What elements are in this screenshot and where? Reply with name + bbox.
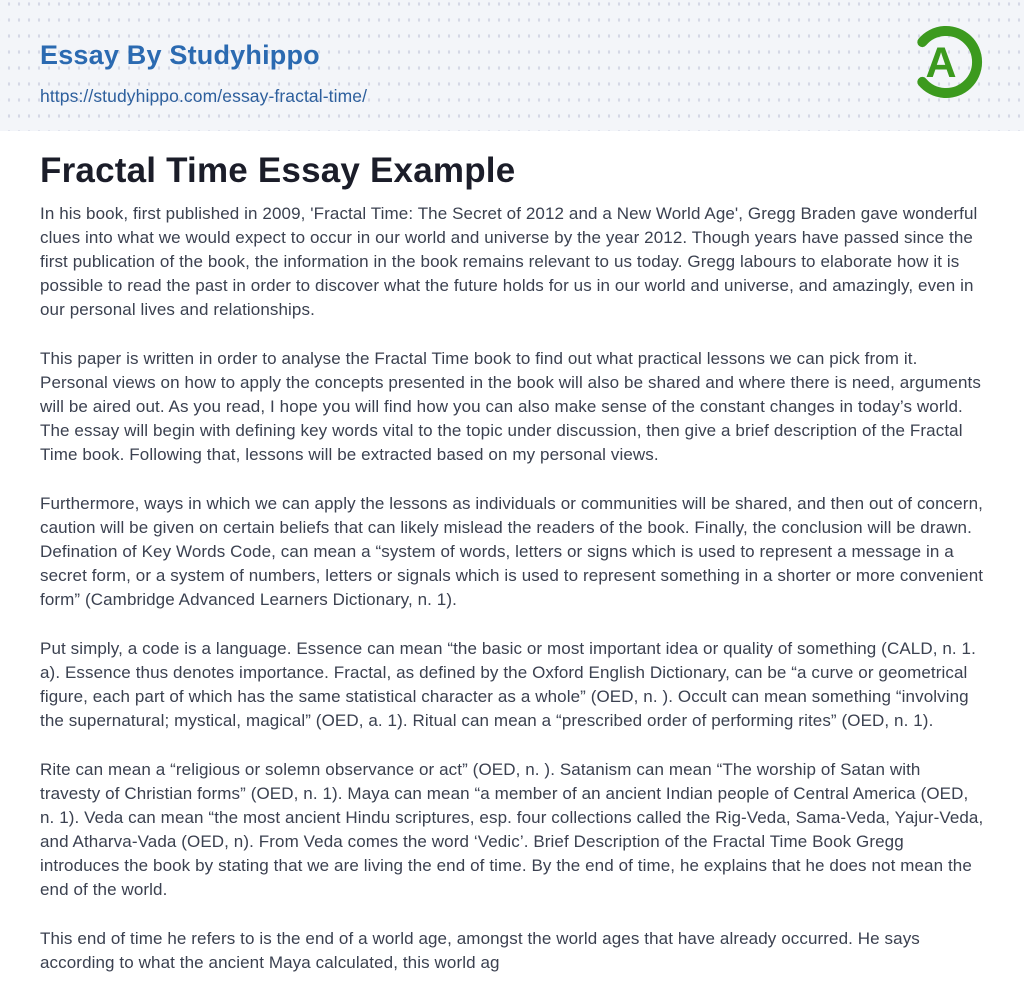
essay-url-link[interactable]: https://studyhippo.com/essay-fractal-time/ [40,86,368,107]
header-left [40,0,367,107]
svg-text:A: A [925,39,957,87]
site-title: Essay By Studyhippo [40,40,320,70]
essay-paragraph-3: Furthermore, ways in which we can apply the lessons as individuals or communities will be shared, and then out of concern, caution will be given on certain beliefs that can likely mislead the readers of the book. Finally, the conclusion will be drawn. Defination of Key Words Code, can mean a “system of words, letters or signs which is used to represent a message in a secret form, or a system of numbers, letters or signals which is used to represent something in a shorter or more convenient form” (Cambridge Advanced Learners Dictionary, n. 1). [40,494,984,609]
studyhippo-logo[interactable] [906,0,986,107]
essay-paragraph-6: This end of time he refers to is the end of a world age, amongst the world ages that have already occurred. He says according to what the ancient Maya calculated, this world ag [40,929,920,972]
studyhippo-logo-icon [906,22,986,102]
essay-article [0,131,1024,975]
essay-paragraph-5: Rite can mean a “religious or solemn observance or act” (OED, n. ). Satanism can mean “The worship of Satan with travesty of Christian forms” (OED, n. 1). Maya can mean “a member of an ancient Indian people of Central America (OED, n. 1). Veda can mean “the most ancient Hindu scriptures, esp. four collections called the Rig-Veda, Sama-Veda, Yajur-Veda, and Atharva-Vada (OED, n). From Veda comes the word ‘Vedic’. Brief Description of the Fractal Time Book Gregg introduces the book by stating that we are living the end of time. By the end of time, he explains that he does not mean the end of the world. [40,760,984,899]
essay-paragraph-4: Put simply, a code is a language. Essence can mean “the basic or most important idea or quality of something (CALD, n. 1. a). Essence thus denotes importance. Fractal, as defined by the Oxford English Dictionary, can be “a curve or geometrical figure, each part of which has the same statistical character as a whole” (OED, n. ). Occult can mean something “involving the supernatural; mystical, magical” (OED, a. 1). Ritual can mean a “prescribed order of performing rites” (OED, n. 1). [40,639,976,730]
essay-paragraph-1: In his book, first published in 2009, 'Fractal Time: The Secret of 2012 and a New World Age', Gregg Braden gave wonderful clues into what we would expect to occur in our world and universe by the year 2012. Though years have passed since the first publication of the book, the information in the book remains relevant to us today. Gregg labours to elaborate how it is possible to read the past in order to discover what the future holds for us in our world and universe, and amazingly, even in our personal lives and relationships. [40,204,978,319]
page-title: Fractal Time Essay Example [40,151,516,190]
essay-paragraph-2: This paper is written in order to analyse the Fractal Time book to find out what practical lessons we can pick from it. Personal views on how to apply the concepts presented in the book will also be shared and where there is need, arguments will be aired out. As you read, I hope you will find how you can also make sense of the constant changes in today’s world. The essay will begin with defining key words vital to the topic under discussion, then give a brief description of the Fractal Time book. Following that, lessons will be extracted based on my personal views. [40,349,981,464]
page-header [0,0,1024,131]
